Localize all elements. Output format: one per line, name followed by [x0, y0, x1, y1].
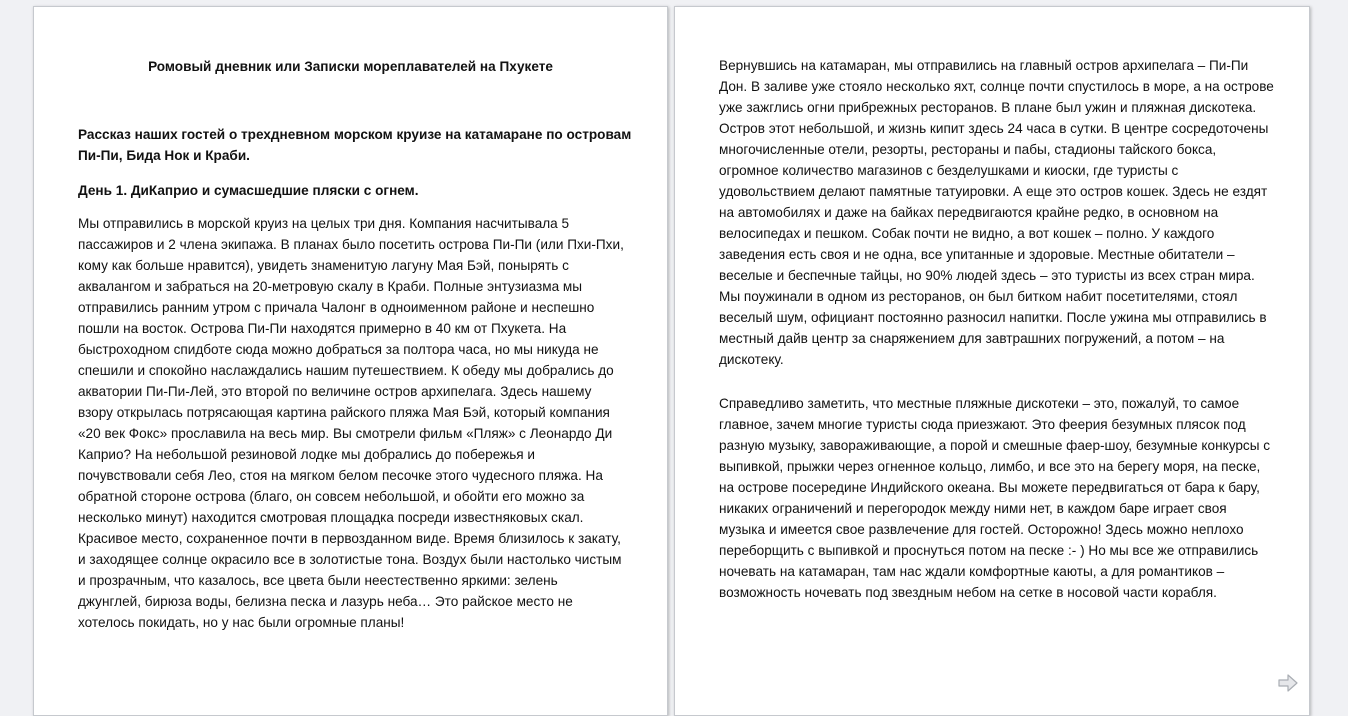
day1-paragraph: Мы отправились в морской круиз на целых три дня. Компания насчитывала 5 пассажиров и 2 члена экипажа. В планах было посетить острова Пи-Пи (или Пхи-Пхи, кому как больше нравится), увидеть знаменитую лагуну Мая Бэй, понырять с аквалангом и забраться на 20-метровую скалу в Краби. Полные энтузиазма мы отправились ранним утром с причала Чалонг в одноименном районе и неспешно пошли на восток. Острова Пи-Пи находятся примерно в 40 км от Пхукета. На быстроходном спидботе сюда можно добраться за полтора часа, но мы никуда не спешили и спокойно наслаждались нашим путешествием. К обеду мы добрались до акватории Пи-Пи-Лей, это второй по величине остров архипелага. Здесь нашему взору открылась потрясающая картина райского пляжа Мая Бэй, который компания «20 век Фокс» прославила на весь мир. Вы смотрели фильм «Пляж» с Леонардо Ди Каприо? На небольшой резиновой лодке мы добрались до побережья и почувствовали себя Лео, стоя на мягком белом песочке этого чудесного пляжа. На обратной стороне острова (благо, он совсем небольшой, и обойти его можно за несколько минут) находится смотровая площадка посреди известняковых скал. Красивое место, сохраненное почти в первозданном виде. Время близилось к закату, и заходящее солнце окрасило все в золотистые тона. Воздух были настолько чистым и прозрачным, что казалось, все цвета были неестественно яркими: зелень джунглей, бирюза воды, белизна песка и лазурь неба… Это райское место не хотелось покидать, но у нас были огромные планы!: [78, 216, 624, 630]
document-page-right: [674, 6, 1310, 716]
day1-heading: День 1. ДиКаприо и сумасшедшие пляски с огнем.: [78, 183, 419, 198]
document-page-left: [33, 6, 668, 716]
right-paragraph-2: Справедливо заметить, что местные пляжные дискотеки – это, пожалуй, то самое главное, зачем многие туристы сюда приезжают. Это феерия безумных плясок под разную музыку, завораживающие, а порой и смешные фаер-шоу, безумные конкурсы с выпивкой, прыжки через огненное кольцо, лимбо, и все это на берегу моря, на песке, на острове посередине Индийского океана. Вы можете передвигаться от бара к бару, никаких ограничений и перегородок между ними нет, в каждом баре играет своя музыка и имеется свое развлечение для гостей. Осторожно! Здесь можно неплохо переборщить с выпивкой и проснуться потом на песке :- ) Но мы все же отправились ночевать на катамаран, там нас ждали комфортные каюты, а для романтиков – возможность ночевать под звездным небом на сетке в носовой части корабля.: [719, 396, 1271, 600]
document-subtitle: Рассказ наших гостей о трехдневном морском круизе на катамаране по островам Пи-Пи, Бида Нок и Краби.: [78, 127, 632, 163]
next-page-button[interactable]: [1277, 672, 1299, 694]
document-title: Ромовый дневник или Записки мореплавателей на Пхукете: [148, 59, 553, 74]
right-paragraph-1: Вернувшись на катамаран, мы отправились на главный остров архипелага – Пи-Пи Дон. В заливе уже стояло несколько яхт, солнце почти спустилось в море, а на острове уже зажглись огни прибрежных ресторанов. В плане был ужин и пляжная дискотека. Остров этот небольшой, и жизнь кипит здесь 24 часа в сутки. В центре сосредоточены многочисленные отели, резорты, рестораны и пабы, стадионы тайского бокса, огромное количество магазинов с безделушками и киоски, где туристы с удовольствием делают памятные татуировки. А еще это остров кошек. Здесь не ездят на автомобилях и даже на байках передвигаются крайне редко, в основном на велосипедах и пешком. Собак почти не видно, а вот кошек – полно. У каждого заведения есть своя и не одна, все упитанные и здоровые. Местные обитатели – веселые и беспечные тайцы, но 90% людей здесь – это туристы из всех стран мира. Мы поужинали в одном из ресторанов, он был битком набит посетителями, стоял веселый шум, официант постоянно разносил напитки. После ужина мы отправились в местный дайв центр за снаряжением для завтрашних погружений, а потом – на дискотеку.: [719, 58, 1274, 367]
arrow-right-icon: [1277, 672, 1299, 694]
